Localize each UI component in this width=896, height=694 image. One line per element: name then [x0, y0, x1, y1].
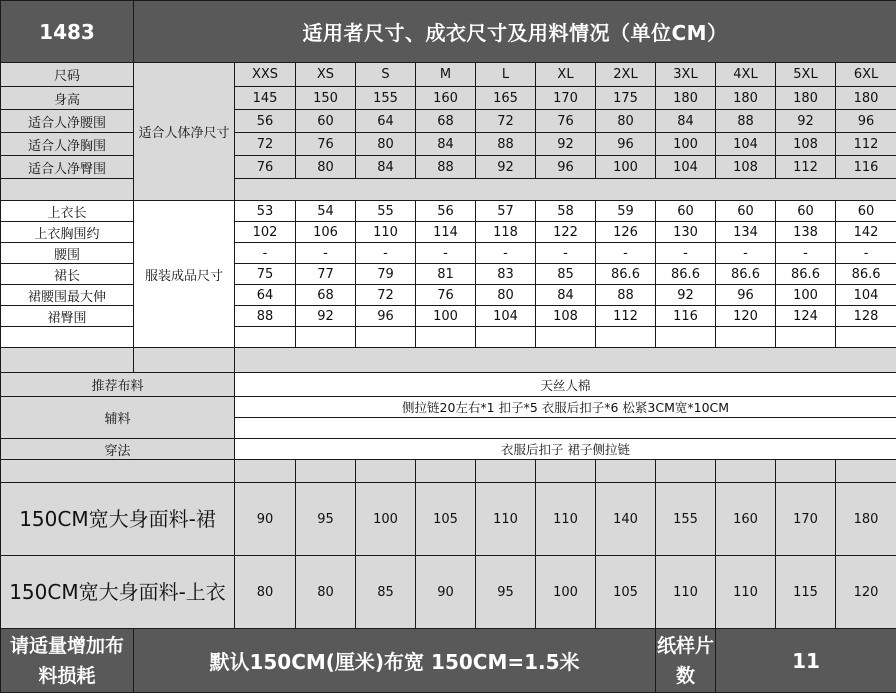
table-cell: 108 — [716, 156, 776, 179]
table-cell: - — [776, 243, 836, 264]
row-label: 适合人净胸围 — [1, 133, 134, 156]
table-cell: 100 — [596, 156, 656, 179]
table-cell: 105 — [416, 483, 476, 556]
table-cell: 140 — [596, 483, 656, 556]
table-cell: 112 — [596, 306, 656, 327]
table-cell: 75 — [235, 264, 296, 285]
table-cell: 96 — [356, 306, 416, 327]
size-header-row — [1, 63, 896, 87]
empty-cell — [235, 179, 896, 201]
table-cell: 76 — [536, 110, 596, 133]
table-cell: 60 — [296, 110, 356, 133]
row-label: 身高 — [1, 87, 134, 110]
table-cell: 180 — [836, 483, 896, 556]
table-cell: 115 — [776, 556, 836, 629]
empty-cell — [596, 460, 656, 483]
size-header-cell: 6XL — [836, 63, 896, 87]
table-cell: - — [596, 243, 656, 264]
empty-cell — [476, 327, 536, 348]
empty-cell — [235, 327, 296, 348]
table-cell: 110 — [716, 556, 776, 629]
table-cell: 88 — [416, 156, 476, 179]
table-cell: 68 — [296, 285, 356, 306]
empty-cell — [235, 348, 896, 373]
table-row — [1, 201, 896, 222]
table-cell: 112 — [836, 133, 896, 156]
row-label: 适合人净腰围 — [1, 110, 134, 133]
table-cell: 134 — [716, 222, 776, 243]
empty-cell — [656, 460, 716, 483]
table-cell: 105 — [596, 556, 656, 629]
table-cell: 88 — [235, 306, 296, 327]
empty-cell — [296, 460, 356, 483]
accessories-row — [1, 397, 896, 418]
table-cell: 80 — [296, 156, 356, 179]
table-cell: 104 — [836, 285, 896, 306]
title-row — [1, 1, 896, 63]
footer-row — [1, 629, 896, 693]
table-cell: 53 — [235, 201, 296, 222]
table-cell: - — [296, 243, 356, 264]
table-cell: 155 — [356, 87, 416, 110]
wearing-label: 穿法 — [1, 439, 235, 460]
table-cell: 83 — [476, 264, 536, 285]
fabric-label: 推荐布料 — [1, 373, 235, 397]
pattern-count-label: 纸样片数 — [656, 629, 716, 693]
row-label: 上衣胸围约 — [1, 222, 134, 243]
row-label: 裙臀围 — [1, 306, 134, 327]
table-cell: 118 — [476, 222, 536, 243]
table-cell: 96 — [536, 156, 596, 179]
table-cell: 86.6 — [656, 264, 716, 285]
row-label: 裙长 — [1, 264, 134, 285]
empty-cell — [235, 460, 296, 483]
table-cell: 175 — [596, 87, 656, 110]
empty-cell — [536, 460, 596, 483]
empty-cell — [536, 327, 596, 348]
table-cell: 76 — [416, 285, 476, 306]
table-cell: 100 — [536, 556, 596, 629]
table-cell: 92 — [656, 285, 716, 306]
table-cell: 57 — [476, 201, 536, 222]
empty-cell — [1, 179, 134, 201]
size-label: 尺码 — [1, 63, 134, 87]
table-cell: 155 — [656, 483, 716, 556]
empty-cell — [296, 327, 356, 348]
fabric-row — [1, 373, 896, 397]
table-cell: 92 — [476, 156, 536, 179]
table-cell: 110 — [356, 222, 416, 243]
empty-cell — [776, 460, 836, 483]
table-cell: 80 — [476, 285, 536, 306]
table-cell: 130 — [656, 222, 716, 243]
table-cell: 81 — [416, 264, 476, 285]
empty-cell — [716, 327, 776, 348]
table-cell: 60 — [716, 201, 776, 222]
table-cell: 116 — [836, 156, 896, 179]
table-cell: 80 — [596, 110, 656, 133]
size-header-cell: XS — [296, 63, 356, 87]
size-header-cell: L — [476, 63, 536, 87]
empty-cell — [476, 460, 536, 483]
table-cell: 114 — [416, 222, 476, 243]
table-cell: 104 — [476, 306, 536, 327]
table-cell: 180 — [716, 87, 776, 110]
table-cell: 80 — [296, 556, 356, 629]
table-cell: 56 — [235, 110, 296, 133]
table-cell: 100 — [656, 133, 716, 156]
table-cell: - — [356, 243, 416, 264]
empty-cell — [656, 327, 716, 348]
table-cell: 110 — [536, 483, 596, 556]
table-cell: - — [716, 243, 776, 264]
table-cell: 104 — [656, 156, 716, 179]
table-cell: 96 — [716, 285, 776, 306]
size-header-cell: 2XL — [596, 63, 656, 87]
table-cell: - — [416, 243, 476, 264]
table-cell: 56 — [416, 201, 476, 222]
table-cell: 90 — [235, 483, 296, 556]
table-cell: 84 — [356, 156, 416, 179]
pattern-count-value: 11 — [716, 629, 896, 693]
table-cell: 84 — [656, 110, 716, 133]
table-cell: 92 — [776, 110, 836, 133]
size-header-cell: XXS — [235, 63, 296, 87]
table-cell: 60 — [656, 201, 716, 222]
table-row — [1, 483, 896, 556]
table-cell: 104 — [716, 133, 776, 156]
table-cell: 165 — [476, 87, 536, 110]
table-cell: 92 — [536, 133, 596, 156]
table-cell: 180 — [836, 87, 896, 110]
row-label: 腰围 — [1, 243, 134, 264]
table-cell: - — [836, 243, 896, 264]
table-cell: 77 — [296, 264, 356, 285]
table-cell: 170 — [536, 87, 596, 110]
table-cell: 84 — [536, 285, 596, 306]
table-cell: 126 — [596, 222, 656, 243]
table-row — [1, 556, 896, 629]
empty-cell — [356, 327, 416, 348]
empty-cell — [836, 327, 896, 348]
table-cell: 112 — [776, 156, 836, 179]
table-cell: 64 — [235, 285, 296, 306]
table-cell: 88 — [476, 133, 536, 156]
table-cell: 170 — [776, 483, 836, 556]
table-cell: 122 — [536, 222, 596, 243]
table-cell: 96 — [596, 133, 656, 156]
footer-fabric-width: 默认150CM(厘米)布宽 150CM=1.5米 — [134, 629, 656, 693]
table-cell: 54 — [296, 201, 356, 222]
table-cell: 128 — [836, 306, 896, 327]
table-cell: 180 — [776, 87, 836, 110]
table-cell: 100 — [776, 285, 836, 306]
empty-cell — [416, 460, 476, 483]
table-cell: 145 — [235, 87, 296, 110]
table-cell: 72 — [356, 285, 416, 306]
size-header-cell: M — [416, 63, 476, 87]
row-label: 上衣长 — [1, 201, 134, 222]
table-cell: - — [656, 243, 716, 264]
table-cell: 160 — [416, 87, 476, 110]
table-cell: 85 — [356, 556, 416, 629]
table-cell: 76 — [235, 156, 296, 179]
empty-cell — [416, 327, 476, 348]
table-cell: 142 — [836, 222, 896, 243]
body-group-label: 适合人体净尺寸 — [134, 63, 235, 201]
spacer-row — [1, 348, 896, 373]
table-cell: 120 — [716, 306, 776, 327]
table-cell: 88 — [596, 285, 656, 306]
table-cell: 55 — [356, 201, 416, 222]
table-cell: 110 — [476, 483, 536, 556]
table-cell: 116 — [656, 306, 716, 327]
table-cell: 64 — [356, 110, 416, 133]
table-cell: 106 — [296, 222, 356, 243]
size-header-cell: 4XL — [716, 63, 776, 87]
table-cell: 60 — [836, 201, 896, 222]
table-cell: 108 — [536, 306, 596, 327]
table-cell: 180 — [656, 87, 716, 110]
table-cell: 60 — [776, 201, 836, 222]
wearing-value: 衣服后扣子 裙子侧拉链 — [235, 439, 896, 460]
table-cell: 138 — [776, 222, 836, 243]
table-cell: 102 — [235, 222, 296, 243]
table-cell: 72 — [235, 133, 296, 156]
table-cell: 90 — [416, 556, 476, 629]
style-number: 1483 — [1, 1, 134, 63]
empty-cell — [716, 460, 776, 483]
table-cell: 80 — [235, 556, 296, 629]
table-cell: 110 — [656, 556, 716, 629]
table-cell: 96 — [836, 110, 896, 133]
table-cell: 108 — [776, 133, 836, 156]
page-title: 适用者尺寸、成衣尺寸及用料情况（单位CM） — [134, 1, 896, 63]
size-header-cell: 5XL — [776, 63, 836, 87]
table-cell: 160 — [716, 483, 776, 556]
empty-cell — [235, 418, 896, 439]
wearing-row — [1, 439, 896, 460]
size-header-cell: 3XL — [656, 63, 716, 87]
table-cell: 92 — [296, 306, 356, 327]
empty-cell — [1, 348, 134, 373]
empty-cell — [776, 327, 836, 348]
table-cell: 86.6 — [776, 264, 836, 285]
table-cell: 120 — [836, 556, 896, 629]
table-cell: 76 — [296, 133, 356, 156]
footer-note: 请适量增加布料损耗 — [1, 629, 134, 693]
table-cell: 100 — [356, 483, 416, 556]
table-cell: 59 — [596, 201, 656, 222]
table-cell: 86.6 — [836, 264, 896, 285]
table-cell: 86.6 — [596, 264, 656, 285]
table-cell: 95 — [296, 483, 356, 556]
accessories-label: 辅料 — [1, 397, 235, 439]
table-cell: 58 — [536, 201, 596, 222]
empty-cell — [596, 327, 656, 348]
empty-cell — [1, 327, 134, 348]
table-cell: 80 — [356, 133, 416, 156]
table-cell: 72 — [476, 110, 536, 133]
empty-cell — [134, 348, 235, 373]
row-label: 适合人净臀围 — [1, 156, 134, 179]
empty-cell — [836, 460, 896, 483]
accessories-value: 侧拉链20左右*1 扣子*5 衣服后扣子*6 松紧3CM宽*10CM — [235, 397, 896, 418]
table-cell: - — [476, 243, 536, 264]
row-label: 裙腰围最大伸 — [1, 285, 134, 306]
table-cell: 100 — [416, 306, 476, 327]
table-cell: - — [536, 243, 596, 264]
fabric-value: 天丝人棉 — [235, 373, 896, 397]
size-header-cell: XL — [536, 63, 596, 87]
table-cell: 150 — [296, 87, 356, 110]
table-cell: 85 — [536, 264, 596, 285]
table-cell: 88 — [716, 110, 776, 133]
usage-label: 150CM宽大身面料-裙 — [1, 483, 235, 556]
table-cell: 84 — [416, 133, 476, 156]
table-cell: 86.6 — [716, 264, 776, 285]
empty-cell — [356, 460, 416, 483]
table-cell: 95 — [476, 556, 536, 629]
table-cell: 68 — [416, 110, 476, 133]
usage-label: 150CM宽大身面料-上衣 — [1, 556, 235, 629]
spacer-row — [1, 460, 896, 483]
size-header-cell: S — [356, 63, 416, 87]
empty-cell — [1, 460, 235, 483]
garment-group-label: 服装成品尺寸 — [134, 201, 235, 348]
table-cell: - — [235, 243, 296, 264]
table-cell: 79 — [356, 264, 416, 285]
table-cell: 124 — [776, 306, 836, 327]
